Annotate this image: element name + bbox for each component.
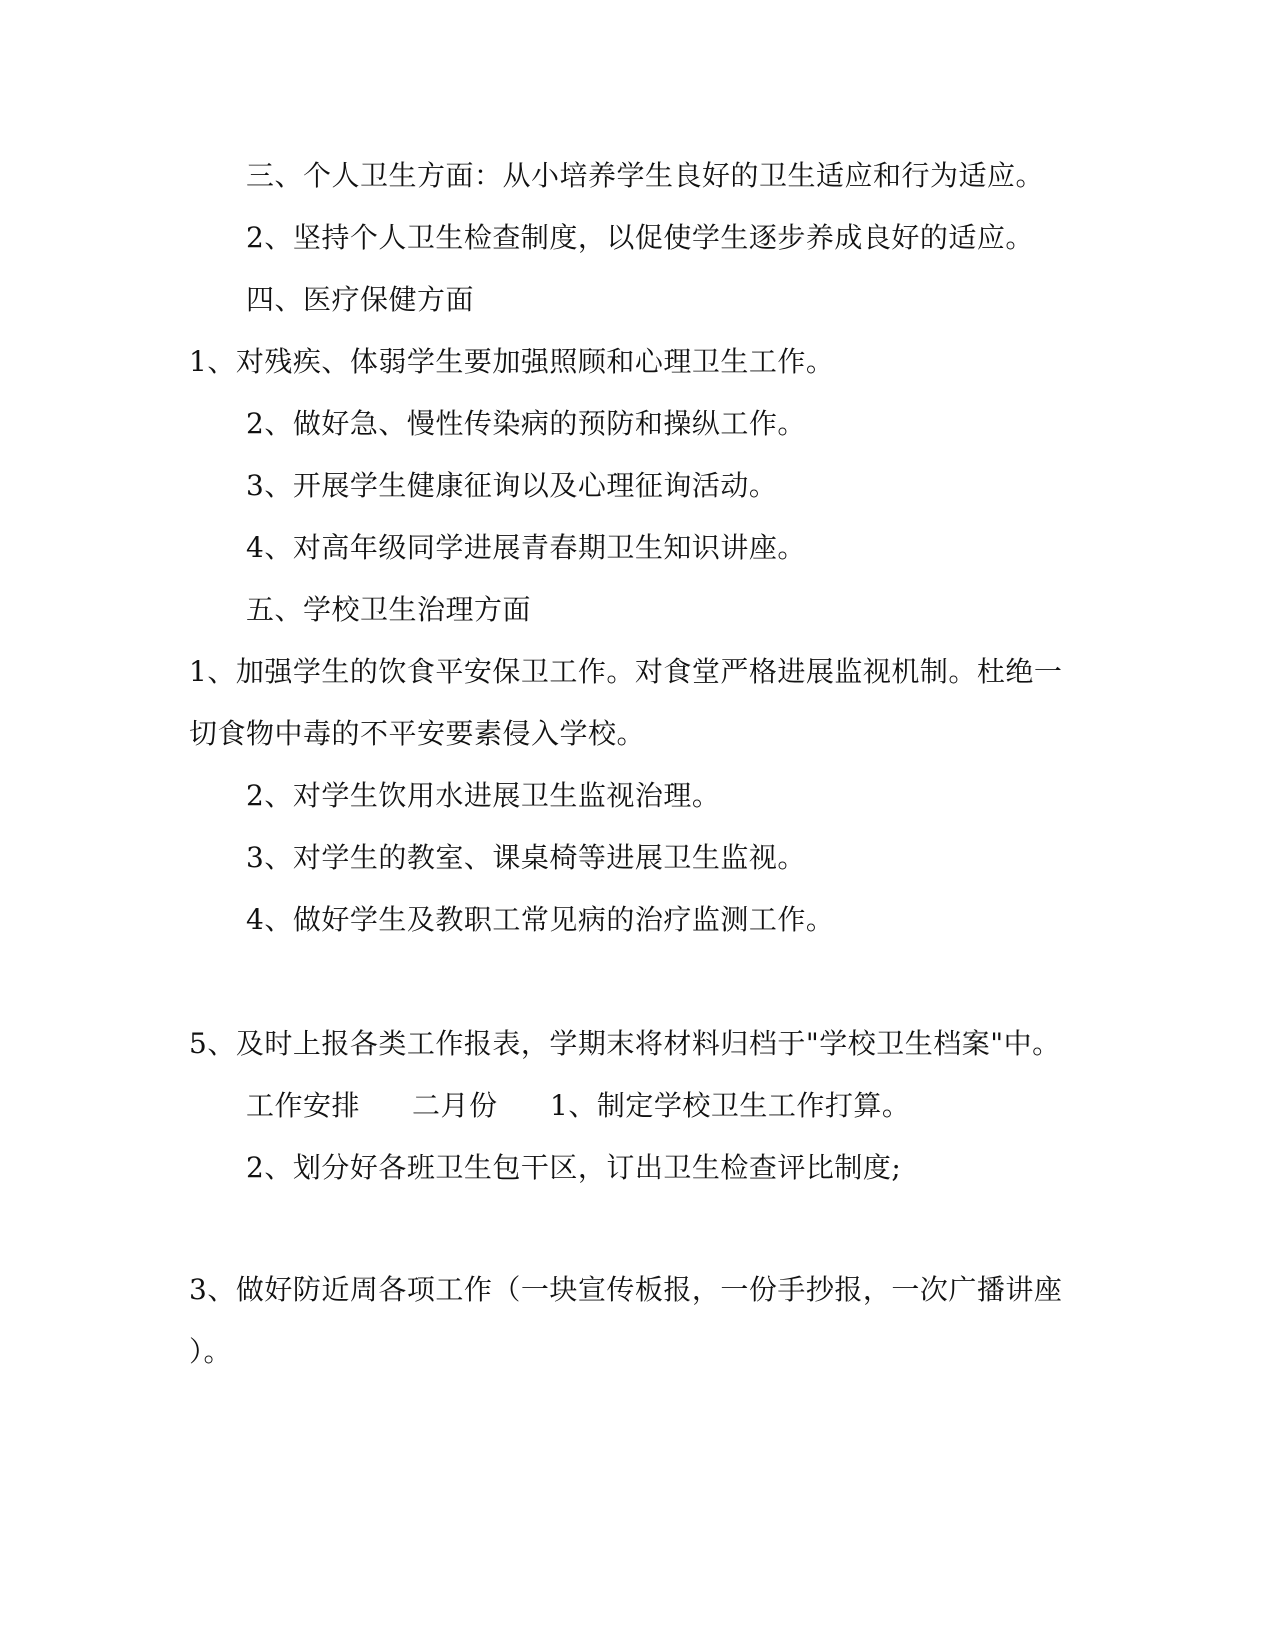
paragraph-line: 3、做好防近周各项工作（一块宣传板报，一份手抄报，一次广播讲座 <box>189 1273 1063 1306</box>
paragraph-line: ）。 <box>189 1335 233 1368</box>
schedule-item: 1、制定学校卫生工作打算。 <box>550 1089 911 1122</box>
paragraph-line: 3、开展学生健康征询以及心理征询活动。 <box>246 469 778 502</box>
paragraph-line: 2、对学生饮用水进展卫生监视治理。 <box>246 779 721 812</box>
section-heading-school-hygiene: 五、学校卫生治理方面 <box>246 593 532 626</box>
paragraph-line: 切食物中毒的不平安要素侵入学校。 <box>189 717 646 750</box>
paragraph-line: 2、划分好各班卫生包干区，订出卫生检查评比制度; <box>246 1151 902 1184</box>
schedule-month: 二月份 <box>412 1089 498 1122</box>
schedule-line <box>246 1088 910 1124</box>
paragraph-line: 3、对学生的教室、课桌椅等进展卫生监视。 <box>246 841 806 874</box>
section-heading-personal-hygiene: 三、个人卫生方面：从小培养学生良好的卫生适应和行为适应。 <box>246 159 1045 192</box>
section-heading-medical-care: 四、医疗保健方面 <box>246 283 475 316</box>
paragraph-line: 2、做好急、慢性传染病的预防和操纵工作。 <box>246 407 806 440</box>
paragraph-line: 1、加强学生的饮食平安保卫工作。对食堂严格进展监视机制。杜绝一 <box>189 655 1063 688</box>
paragraph-line: 2、坚持个人卫生检查制度，以促使学生逐步养成良好的适应。 <box>246 221 1034 254</box>
paragraph-line: 4、对高年级同学进展青春期卫生知识讲座。 <box>246 531 806 564</box>
paragraph-line: 4、做好学生及教职工常见病的治疗监测工作。 <box>246 903 835 936</box>
schedule-label: 工作安排 <box>246 1089 361 1122</box>
paragraph-line: 5、及时上报各类工作报表，学期末将材料归档于"学校卫生档案"中。 <box>189 1027 1061 1060</box>
paragraph-line: 1、对残疾、体弱学生要加强照顾和心理卫生工作。 <box>189 345 835 378</box>
